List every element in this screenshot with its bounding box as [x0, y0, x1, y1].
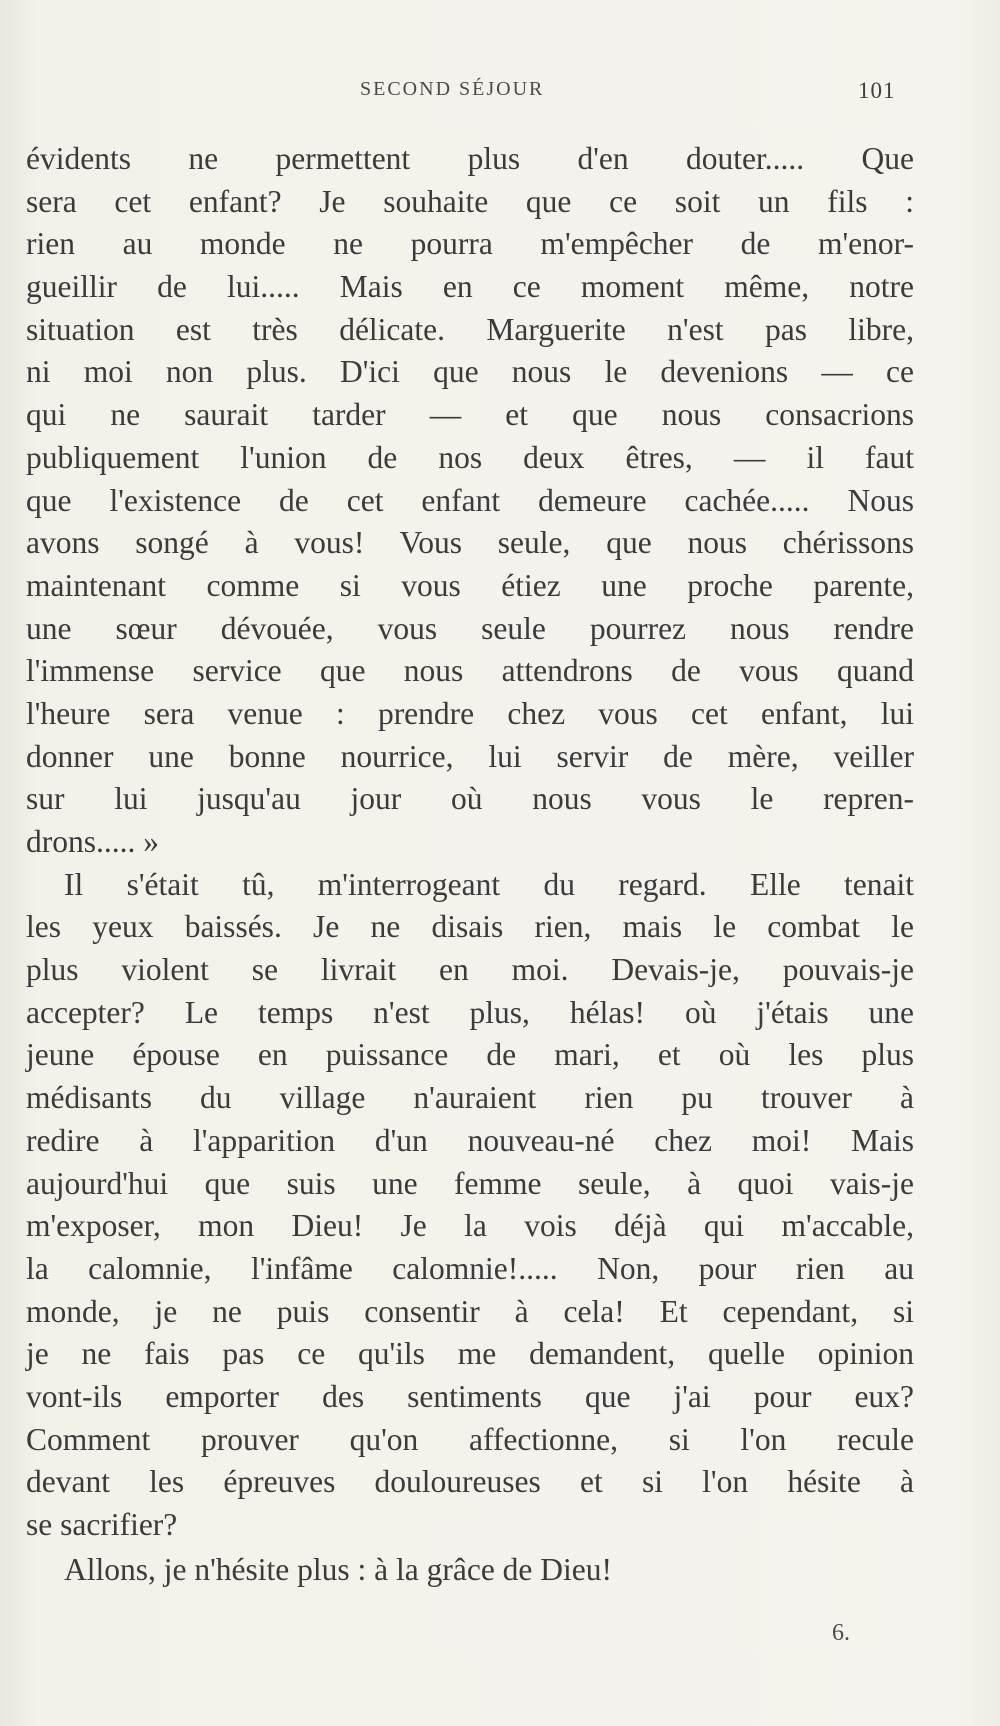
text-line: qui ne saurait tarder — et que nous consacrions — [26, 397, 914, 433]
text-line: donner une bonne nourrice, lui servir de mère, veiller — [26, 738, 914, 774]
text-line: la calomnie, l'infâme calomnie!..... Non, pour rien au — [26, 1250, 914, 1286]
signature-mark: 6. — [832, 1620, 850, 1646]
text-line: Il s'était tû, m'interrogeant du regard. Elle tenait — [64, 866, 914, 902]
page-number: 101 — [858, 78, 896, 103]
text-line: gueillir de lui..... Mais en ce moment même, notre — [26, 269, 914, 305]
running-title: SECOND SÉJOUR — [360, 78, 545, 100]
text-line: médisants du village n'auraient rien pu trouver à — [26, 1080, 914, 1116]
text-line: accepter? Le temps n'est plus, hélas! où j'étais une — [26, 994, 914, 1030]
text-line: m'exposer, mon Dieu! Je la vois déjà qui m'accable, — [26, 1208, 914, 1244]
text-line: avons songé à vous! Vous seule, que nous chérissons — [26, 525, 914, 561]
text-line: vont-ils emporter des sentiments que j'ai pour eux? — [26, 1378, 914, 1414]
text-line: situation est très délicate. Marguerite n'est pas libre, — [26, 311, 914, 347]
text-line: redire à l'apparition d'un nouveau-né chez moi! Mais — [26, 1122, 914, 1158]
text-line: Comment prouver qu'on affectionne, si l'on recule — [26, 1421, 914, 1457]
text-line: sur lui jusqu'au jour où nous vous le repren- — [26, 781, 914, 817]
text-line: l'immense service que nous attendrons de vous quand — [26, 653, 914, 689]
text-line: Allons, je n'hésite plus : à la grâce de Dieu! — [64, 1551, 613, 1587]
text-line: se sacrifier? — [26, 1507, 178, 1542]
text-line: devant les épreuves douloureuses et si l'on hésite à — [26, 1464, 914, 1500]
page-header — [0, 78, 1000, 108]
text-line: rien au monde ne pourra m'empêcher de m'enor- — [26, 226, 914, 262]
text-line: que l'existence de cet enfant demeure cachée..... Nous — [26, 482, 914, 518]
text-line: monde, je ne puis consentir à cela! Et cependant, si — [26, 1293, 914, 1329]
text-line: plus violent se livrait en moi. Devais-je, pouvais-je — [26, 952, 914, 988]
text-line: drons..... » — [26, 824, 159, 859]
text-line: je ne fais pas ce qu'ils me demandent, quelle opinion — [26, 1336, 914, 1372]
text-line: publiquement l'union de nos deux êtres, — il faut — [26, 439, 914, 475]
text-line: aujourd'hui que suis une femme seule, à quoi vais-je — [26, 1165, 914, 1201]
text-line: l'heure sera venue : prendre chez vous cet enfant, lui — [26, 695, 914, 731]
text-line: sera cet enfant? Je souhaite que ce soit un fils : — [26, 183, 914, 219]
text-line: ni moi non plus. D'ici que nous le devenions — ce — [26, 354, 914, 390]
text-line: jeune épouse en puissance de mari, et où les plus — [26, 1037, 914, 1073]
text-line: une sœur dévouée, vous seule pourrez nous rendre — [26, 610, 914, 646]
text-line: évidents ne permettent plus d'en douter..... Que — [26, 141, 914, 176]
body-text — [26, 138, 914, 1591]
text-line: les yeux baissés. Je ne disais rien, mais le combat le — [26, 909, 914, 945]
text-line: maintenant comme si vous étiez une proche parente, — [26, 567, 914, 603]
